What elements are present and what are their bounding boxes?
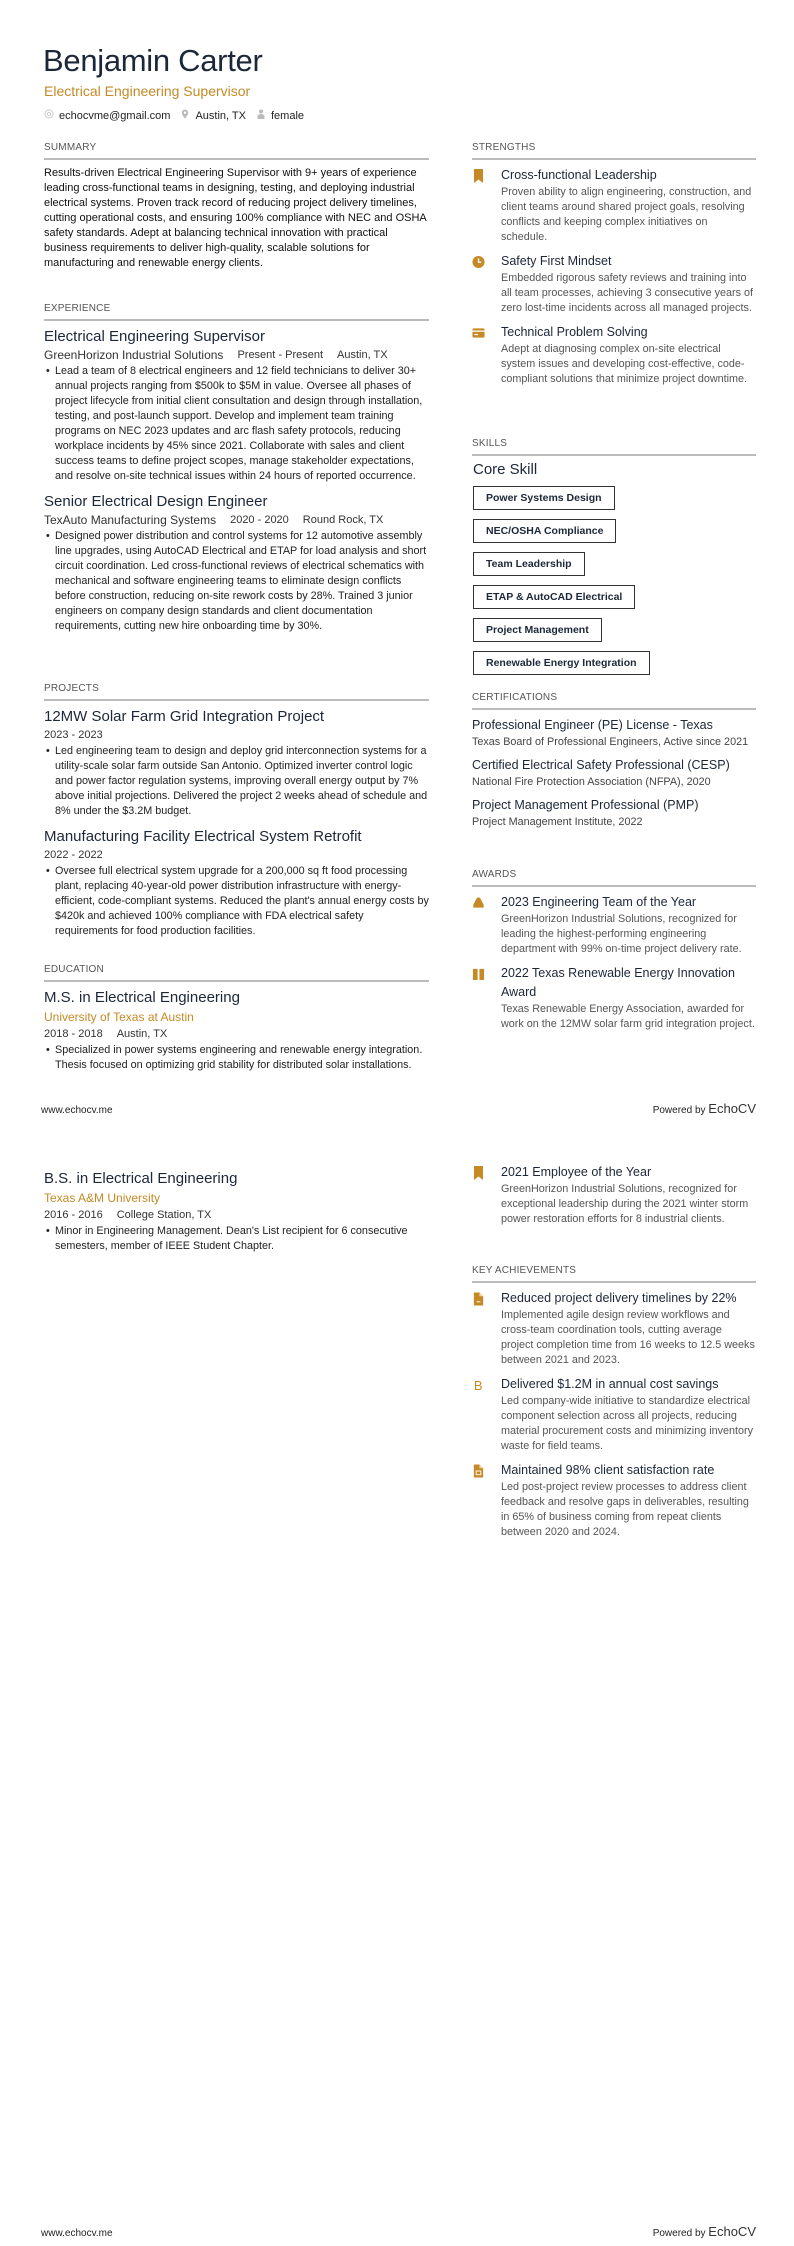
achievement-item-description: Led post-project review processes to address client feedback and resolve gaps in deliverables, resulting in 65% of business coming from repeat clients between 2020 and 2024. bbox=[501, 1481, 749, 1538]
contact-text: echocvme@gmail.com bbox=[59, 110, 171, 122]
education-entry bbox=[44, 988, 429, 1073]
strengths-section bbox=[472, 141, 756, 394]
education-dates: 2016 - 2016 bbox=[44, 1209, 103, 1221]
award-item-body bbox=[501, 893, 756, 957]
achievement-item-body bbox=[501, 1289, 756, 1368]
achievement-item bbox=[472, 1289, 756, 1368]
skill-tag: Project Management bbox=[473, 618, 602, 642]
education-location: College Station, TX bbox=[116, 1209, 212, 1221]
contact-row bbox=[44, 108, 304, 124]
projects-section bbox=[44, 682, 429, 947]
company-name: GreenHorizon Industrial Solutions bbox=[44, 348, 224, 362]
skill-tag: Renewable Energy Integration bbox=[473, 651, 650, 675]
contact-text: female bbox=[270, 110, 305, 122]
strength-item bbox=[472, 323, 756, 387]
section-label: SUMMARY bbox=[44, 141, 429, 160]
bullet-dot-icon: • bbox=[46, 865, 50, 877]
achievement-item-title: Reduced project delivery timelines by 22% bbox=[501, 1291, 737, 1305]
strength-item-title: Safety First Mindset bbox=[501, 254, 612, 268]
achievement-item-body bbox=[501, 1375, 756, 1454]
certification-item bbox=[472, 716, 756, 750]
certification-item bbox=[472, 796, 756, 830]
experience-entry bbox=[44, 492, 429, 634]
degree-title: M.S. in Electrical Engineering bbox=[44, 989, 240, 1006]
achievement-item bbox=[472, 1461, 756, 1540]
awards-section-continued bbox=[472, 1163, 756, 1234]
job-location: Round Rock, TX bbox=[302, 514, 384, 526]
bullet-text: Specialized in power systems engineering and renewable energy integration. Thesis focused on optimizing grid stability for distributed solar installations. bbox=[55, 1044, 423, 1071]
project-meta bbox=[44, 847, 429, 864]
award-item bbox=[472, 1163, 756, 1227]
contact-item bbox=[256, 108, 304, 124]
powered-by-label: Powered by bbox=[652, 2228, 706, 2239]
contact-item bbox=[44, 108, 170, 124]
skill-group-heading: Core Skill bbox=[473, 461, 538, 478]
education-location: Austin, TX bbox=[116, 1028, 168, 1040]
candidate-name: Benjamin Carter bbox=[43, 43, 263, 78]
job-dates: 2020 - 2020 bbox=[230, 514, 289, 526]
degree-title: B.S. in Electrical Engineering bbox=[44, 1170, 238, 1187]
award-item-title: 2022 Texas Renewable Energy Innovation Award bbox=[501, 966, 735, 999]
clock-icon bbox=[472, 252, 501, 316]
strength-item-description: Adept at diagnosing complex on-site electrical system issues and developing cost-effective, code-compliant solutions that minimize project downtime. bbox=[501, 343, 748, 385]
education-entry bbox=[44, 1169, 429, 1254]
summary-section bbox=[44, 141, 429, 271]
skill-tag: ETAP & AutoCAD Electrical bbox=[473, 585, 635, 609]
bullet-dot-icon: • bbox=[46, 1044, 50, 1056]
skill-tag: Power Systems Design bbox=[473, 486, 615, 510]
job-meta bbox=[44, 512, 429, 529]
bookmark-icon bbox=[472, 1163, 501, 1227]
achievement-item-description: Led company-wide initiative to standardize electrical component selection across all projects, reducing material procurement costs and minimizing inventory waste for field teams. bbox=[501, 1395, 754, 1452]
bullet-text: Designed power distribution and control systems for 12 automotive assembly line upgrades, using AutoCAD Electrical and ETAP for load analysis and short circuit coordination. Led cross-functional reviews of electrical schematics with mechanical and software engineering teams to eliminate design conflicts before construction, reducing on-site rework costs by 28%. Trained 3 junior engineers on company design standards and client documentation requirements, cutting new hire onboarding time by 30%. bbox=[55, 530, 427, 632]
job-title: Electrical Engineering Supervisor bbox=[44, 328, 265, 345]
powered-by-label: Powered by bbox=[652, 1105, 706, 1116]
at-icon bbox=[44, 108, 54, 124]
certification-item bbox=[472, 756, 756, 790]
project-title: 12MW Solar Farm Grid Integration Project bbox=[44, 708, 325, 725]
job-meta bbox=[44, 347, 429, 364]
bullet-dot-icon: • bbox=[46, 745, 50, 757]
achievement-item-title: Delivered $1.2M in annual cost savings bbox=[501, 1377, 719, 1391]
award-item-title: 2023 Engineering Team of the Year bbox=[501, 895, 697, 909]
bullet-item bbox=[44, 364, 429, 484]
echocv-brand-link[interactable]: EchoCV bbox=[708, 1101, 756, 1116]
section-label: KEY ACHIEVEMENTS bbox=[472, 1264, 756, 1283]
strength-item-title: Technical Problem Solving bbox=[501, 325, 648, 339]
bullet-text: Lead a team of 8 electrical engineers and 12 field technicians to deliver 30+ annual projects ranging from $500k to $5M in value. Oversee all phases of project lifecycle from initial client consultation and design through installation, testing, and post-launch support. Develop and implement team training programs on NEC 2023 updates and arc flash safety protocols, reducing workplace incidents by 45% since 2021. Collaborate with sales and client success teams to define project scopes, manage stakeholder expectations, and resolve on-site technical issues within 24 hours of reported occurrence. bbox=[55, 365, 423, 482]
section-label: STRENGTHS bbox=[472, 141, 756, 160]
award-item-description: Texas Renewable Energy Association, awarded for work on the 12MW solar farm grid integration project. bbox=[501, 1003, 755, 1030]
strength-item-body bbox=[501, 323, 756, 387]
achievement-item-title: Maintained 98% client satisfaction rate bbox=[501, 1463, 715, 1477]
strength-item-body bbox=[501, 166, 756, 245]
file-alt-icon bbox=[472, 1461, 501, 1540]
medal-icon bbox=[472, 893, 501, 957]
section-label: EXPERIENCE bbox=[44, 302, 429, 321]
project-entry bbox=[44, 707, 429, 819]
bullet-text: Led engineering team to design and deploy grid interconnection systems for a utility-scale solar farm outside San Antonio. Optimized inverter control logic and power factor regulation systems, improving overall energy output by 7% above initial projections. Delivered the project 2 weeks ahead of schedule and 8% under the $3.2M budget. bbox=[55, 745, 428, 817]
bullet-item bbox=[44, 1043, 429, 1073]
section-label: PROJECTS bbox=[44, 682, 429, 701]
bullet-text: Oversee full electrical system upgrade for a 200,000 sq ft food processing plant, replacing 40-year-old power distribution infrastructure with energy-efficient, code-compliant systems. Reduced the plant's annual energy costs by $420k and achieved 100% compliance with FDA electrical safety requirements for food production facilities. bbox=[55, 865, 429, 937]
job-dates: Present - Present bbox=[237, 349, 324, 361]
strength-item bbox=[472, 252, 756, 316]
education-section bbox=[44, 963, 429, 1081]
strength-item-description: Proven ability to align engineering, construction, and client teams around shared project goals, resolving conflicts and keeping complex initiatives on schedule. bbox=[501, 186, 752, 243]
company-name: TexAuto Manufacturing Systems bbox=[44, 513, 217, 527]
award-item-body bbox=[501, 964, 756, 1032]
strength-item bbox=[472, 166, 756, 245]
education-dates: 2018 - 2018 bbox=[44, 1028, 103, 1040]
award-item bbox=[472, 964, 756, 1032]
bullet-dot-icon: • bbox=[46, 1225, 50, 1237]
experience-entry bbox=[44, 327, 429, 484]
achievement-item-description: Implemented agile design review workflows and cross-team coordination tools, cutting average project completion time from 16 weeks to 12.5 weeks between 2021 and 2023. bbox=[501, 1309, 755, 1366]
bullet-text: Minor in Engineering Management. Dean's List recipient for 6 consecutive semesters, member of IEEE Student Chapter. bbox=[55, 1225, 408, 1252]
echocv-brand-link[interactable]: EchoCV bbox=[708, 2224, 756, 2239]
page-footer bbox=[41, 2224, 756, 2239]
strength-item-description: Embedded rigorous safety reviews and training into all team processes, achieving 3 consecutive years of zero lost-time incidents across all managed projects. bbox=[501, 272, 754, 314]
school-name: University of Texas at Austin bbox=[44, 1010, 194, 1024]
certification-title: Project Management Professional (PMP) bbox=[472, 798, 699, 812]
candidate-title: Electrical Engineering Supervisor bbox=[44, 83, 251, 99]
award-item-description: GreenHorizon Industrial Solutions, recognized for exceptional leadership during the 2021 winter storm power restoration efforts for 8 industrial clients. bbox=[501, 1183, 749, 1225]
bullet-item bbox=[44, 864, 429, 939]
job-location: Austin, TX bbox=[337, 349, 388, 361]
award-item-title: 2021 Employee of the Year bbox=[501, 1165, 652, 1179]
person-icon bbox=[256, 108, 266, 124]
education-meta bbox=[44, 1026, 429, 1043]
award-item-body bbox=[501, 1163, 756, 1227]
project-meta bbox=[44, 727, 429, 744]
section-label: SKILLS bbox=[472, 437, 756, 456]
certification-issuer: National Fire Protection Association (NFPA), 2020 bbox=[472, 776, 711, 788]
achievement-item-body bbox=[501, 1461, 756, 1540]
key-achievements-section bbox=[472, 1264, 756, 1547]
section-label: EDUCATION bbox=[44, 963, 429, 982]
summary-text: Results-driven Electrical Engineering Supervisor with 9+ years of experience leading cross-functional teams in designing, testing, and deploying industrial electrical systems. Proven track record of reducing project delivery timelines, cutting operational costs, and ensuring 100% compliance with NEC and OSHA safety standards. Adept at balancing technical innovation with practical business requirements to deliver high-quality, scalable solutions for manufacturing and renewable energy clients. bbox=[44, 167, 427, 269]
bullet-item bbox=[44, 1224, 429, 1254]
project-entry bbox=[44, 827, 429, 939]
contact-item bbox=[180, 108, 246, 124]
book-icon bbox=[472, 964, 501, 1032]
project-dates: 2022 - 2022 bbox=[44, 849, 103, 861]
school-name: Texas A&M University bbox=[44, 1191, 161, 1205]
resume-page-2 bbox=[0, 1123, 794, 2246]
job-title: Senior Electrical Design Engineer bbox=[44, 493, 268, 510]
education-section-continued bbox=[44, 1169, 429, 1262]
bullet-item bbox=[44, 744, 429, 819]
education-meta bbox=[44, 1207, 429, 1224]
bullet-item bbox=[44, 529, 429, 634]
project-dates: 2023 - 2023 bbox=[44, 729, 103, 741]
certification-title: Professional Engineer (PE) License - Texas bbox=[472, 718, 713, 732]
footer-website-link[interactable]: www.echocv.me bbox=[41, 2228, 113, 2239]
svg-text:B: B bbox=[473, 1378, 483, 1392]
page-footer bbox=[41, 1101, 756, 1116]
certification-issuer: Project Management Institute, 2022 bbox=[472, 816, 643, 828]
project-title: Manufacturing Facility Electrical System Retrofit bbox=[44, 828, 362, 845]
strength-item-title: Cross-functional Leadership bbox=[501, 168, 657, 182]
bookmark-icon bbox=[472, 166, 501, 245]
skills-section bbox=[472, 437, 756, 684]
skill-tag: NEC/OSHA Compliance bbox=[473, 519, 616, 543]
card-icon bbox=[472, 323, 501, 387]
certification-issuer: Texas Board of Professional Engineers, Active since 2021 bbox=[472, 736, 749, 748]
footer-website-link[interactable]: www.echocv.me bbox=[41, 1105, 113, 1116]
certifications-section bbox=[472, 691, 756, 836]
bullet-dot-icon: • bbox=[46, 365, 50, 377]
contact-text: Austin, TX bbox=[195, 110, 246, 122]
award-item-description: GreenHorizon Industrial Solutions, recognized for leading the highest-performing engineering department with 99% on-time project delivery rate. bbox=[501, 913, 742, 955]
award-item bbox=[472, 893, 756, 957]
achievement-item bbox=[472, 1375, 756, 1454]
location-pin-icon bbox=[180, 108, 190, 124]
file-icon bbox=[472, 1289, 501, 1368]
awards-section bbox=[472, 868, 756, 1039]
bullet-dot-icon: • bbox=[46, 530, 50, 542]
section-label: CERTIFICATIONS bbox=[472, 691, 756, 710]
bitcoin-icon bbox=[472, 1375, 501, 1454]
certification-title: Certified Electrical Safety Professional (CESP) bbox=[472, 758, 730, 772]
strength-item-body bbox=[501, 252, 756, 316]
experience-section bbox=[44, 302, 429, 642]
section-label: AWARDS bbox=[472, 868, 756, 887]
skill-tag: Team Leadership bbox=[473, 552, 585, 576]
